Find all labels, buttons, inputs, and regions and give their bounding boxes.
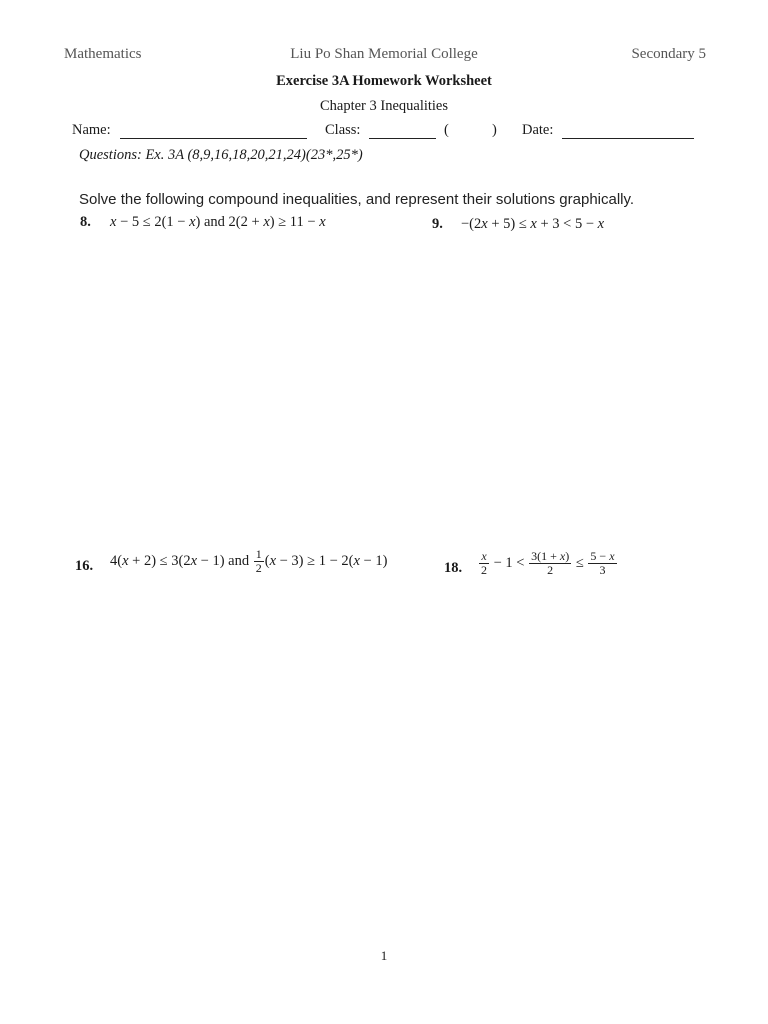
worksheet-title: Exercise 3A Homework Worksheet [276,73,492,89]
header-subject: Mathematics [64,46,142,62]
worksheet-subtitle: Chapter 3 Inequalities [319,98,449,114]
name-label: Name: [72,122,111,138]
problem-9-number: 9. [432,216,443,232]
problem-16-expression: 4(x + 2) ≤ 3(2x − 1) and $\frac{1}{2}$ (x − 3) ≥ 1 − 2(x − 1) [110,547,388,575]
problem-9-expression: −(2x + 5) ≤ x + 3 < 5 − x [461,216,605,232]
page-number: 1 [380,948,388,963]
problem-18-number: 18. [444,560,463,576]
problem-18-expression: $\frac{x}{2}$ − 1 < $\frac{3(1 + x)}{2}$ ≤ $\frac{5 - x}{3}$ [481,549,615,577]
assigned-questions: Questions: Ex. 3A (8,9,16,18,20,21,24)(23*,25*) [79,147,363,163]
class-number-close-paren: ) [492,122,497,138]
date-blank[interactable] [562,126,694,144]
date-label: Date: [522,122,554,138]
class-label: Class: [325,122,361,138]
fraction-one-half: $\frac{1}{2}$ [255,547,262,575]
fraction-3-1-plus-x-over-2: $\frac{3(1 + x)}{2}$ [531,549,570,577]
name-blank[interactable] [120,126,307,144]
fraction-5-minus-x-over-3: $\frac{5 - x}{3}$ [590,549,615,577]
header-school: Liu Po Shan Memorial College [290,46,478,62]
instruction-text: Solve the following compound inequalities, and represent their solutions graphically. [79,191,635,208]
header-grade: Secondary 5 [631,46,706,62]
fraction-x-over-2: $\frac{x}{2}$ [481,549,487,577]
class-number-open-paren: ( [444,122,449,138]
problem-8-expression: x − 5 ≤ 2(1 − x) and 2(2 + x) ≥ 11 − x [110,214,326,230]
problem-16-number: 16. [75,558,94,574]
class-blank[interactable] [369,126,436,144]
problem-8-number: 8. [80,214,91,230]
